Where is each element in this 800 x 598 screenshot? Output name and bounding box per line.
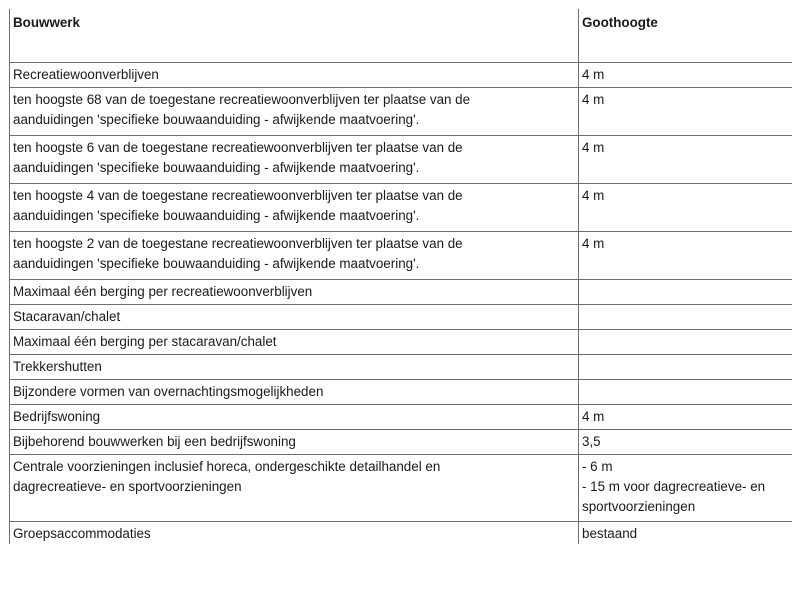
cell-goothoogte	[579, 63, 792, 88]
table-row	[10, 136, 792, 184]
cell-bouwwerk	[10, 232, 579, 280]
table-row	[10, 522, 792, 545]
table-row	[10, 355, 792, 380]
bouwwerk-text: dagrecreatieve- en sportvoorzieningen	[13, 479, 242, 494]
table-row	[10, 88, 792, 136]
bouwwerk-text: Stacaravan/chalet	[13, 309, 121, 324]
goothoogte-text: 3,5	[582, 434, 601, 449]
cell-bouwwerk	[10, 380, 579, 405]
bouwwerk-text: aanduidingen 'specifieke bouwaanduiding - afwijkende maatvoering'.	[13, 256, 420, 271]
goothoogte-text: 4 m	[582, 67, 605, 82]
cell-bouwwerk	[10, 88, 579, 136]
cell-bouwwerk	[10, 430, 579, 455]
goothoogte-text: 4 m	[582, 409, 605, 424]
bouwwerk-text: ten hoogste 2 van de toegestane recreatiewoonverblijven ter plaatse van de	[13, 236, 463, 251]
table-body	[10, 63, 792, 545]
table-header-row	[10, 9, 792, 63]
bouwwerk-text: Centrale voorzieningen inclusief horeca, ondergeschikte detailhandel en	[13, 459, 441, 474]
cell-goothoogte	[579, 184, 792, 232]
cell-bouwwerk	[10, 305, 579, 330]
bouwwerk-text: Maximaal één berging per recreatiewoonverblijven	[13, 284, 313, 299]
bouwwerk-text: aanduidingen 'specifieke bouwaanduiding - afwijkende maatvoering'.	[13, 160, 420, 175]
building-heights-table	[9, 9, 792, 544]
cell-goothoogte	[579, 88, 792, 136]
table-row	[10, 280, 792, 305]
table-row	[10, 305, 792, 330]
cell-goothoogte	[579, 330, 792, 355]
goothoogte-text: sportvoorzieningen	[582, 499, 696, 514]
bouwwerk-text: aanduidingen 'specifieke bouwaanduiding - afwijkende maatvoering'.	[13, 208, 420, 223]
cell-bouwwerk	[10, 280, 579, 305]
goothoogte-text: - 6 m	[582, 459, 613, 474]
bouwwerk-text: Recreatiewoonverblijven	[13, 67, 159, 82]
cell-bouwwerk	[10, 522, 579, 545]
bouwwerk-text: aanduidingen 'specifieke bouwaanduiding - afwijkende maatvoering'.	[13, 112, 420, 127]
table-row	[10, 380, 792, 405]
cell-goothoogte	[579, 305, 792, 330]
bouwwerk-text: Trekkershutten	[13, 359, 102, 374]
table-row	[10, 184, 792, 232]
bouwwerk-text: ten hoogste 6 van de toegestane recreatiewoonverblijven ter plaatse van de	[13, 140, 463, 155]
cell-goothoogte	[579, 430, 792, 455]
table-row	[10, 405, 792, 430]
bouwwerk-text: Bijbehorend bouwwerken bij een bedrijfswoning	[13, 434, 296, 449]
goothoogte-text: 4 m	[582, 188, 605, 203]
cell-goothoogte	[579, 380, 792, 405]
goothoogte-text: 4 m	[582, 140, 605, 155]
bouwwerk-text: Bijzondere vormen van overnachtingsmogelijkheden	[13, 384, 324, 399]
cell-bouwwerk	[10, 184, 579, 232]
goothoogte-text: 4 m	[582, 92, 605, 107]
bouwwerk-text: ten hoogste 4 van de toegestane recreatiewoonverblijven ter plaatse van de	[13, 188, 463, 203]
cell-bouwwerk	[10, 63, 579, 88]
goothoogte-text: 4 m	[582, 236, 605, 251]
table-row	[10, 330, 792, 355]
cell-goothoogte	[579, 522, 792, 545]
bouwwerk-text: Maximaal één berging per stacaravan/chalet	[13, 334, 277, 349]
cell-goothoogte	[579, 280, 792, 305]
bouwwerk-text: Bedrijfswoning	[13, 409, 101, 424]
cell-bouwwerk	[10, 455, 579, 522]
cell-goothoogte	[579, 355, 792, 380]
cell-goothoogte	[579, 136, 792, 184]
cell-goothoogte	[579, 232, 792, 280]
table-row	[10, 455, 792, 522]
table-row	[10, 232, 792, 280]
cell-bouwwerk	[10, 355, 579, 380]
bouwwerk-text: Groepsaccommodaties	[13, 526, 151, 541]
cell-bouwwerk	[10, 405, 579, 430]
cell-bouwwerk	[10, 136, 579, 184]
header-goothoogte: Goothoogte	[579, 9, 792, 63]
cell-bouwwerk	[10, 330, 579, 355]
cell-goothoogte	[579, 405, 792, 430]
goothoogte-text: - 15 m voor dagrecreatieve- en	[582, 479, 766, 494]
bouwwerk-text: ten hoogste 68 van de toegestane recreatiewoonverblijven ter plaatse van de	[13, 92, 471, 107]
goothoogte-text: bestaand	[582, 526, 638, 541]
table-row	[10, 63, 792, 88]
cell-goothoogte	[579, 455, 792, 522]
table-row	[10, 430, 792, 455]
header-bouwwerk: Bouwwerk	[10, 9, 579, 63]
